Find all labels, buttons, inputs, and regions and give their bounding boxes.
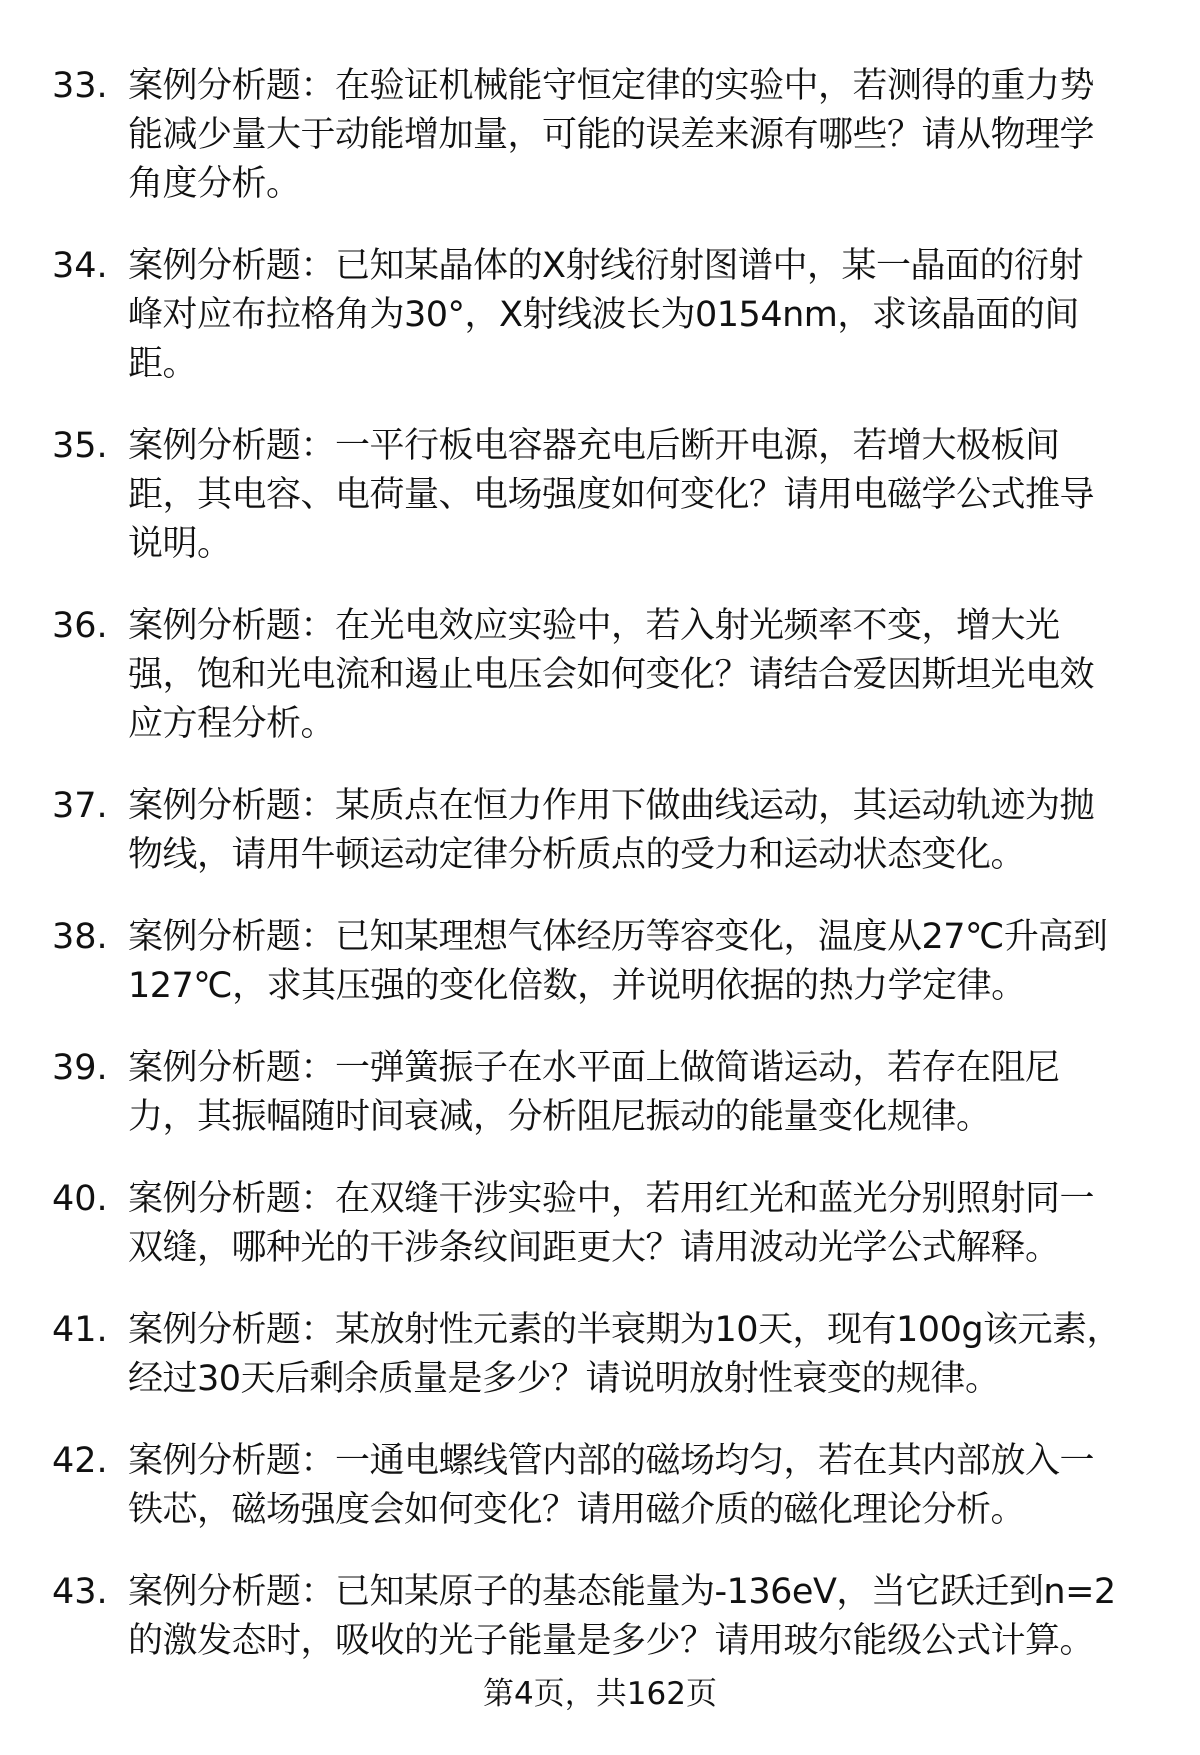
question-item — [0, 782, 1200, 880]
question-text-line: 距，其电容、电荷量、电场强度如何变化？请用电磁学公式推导 — [128, 475, 1095, 515]
question-item — [0, 1044, 1200, 1142]
question-text-line: 案例分析题：已知某理想气体经历等容变化，温度从27℃升高到 — [128, 917, 1108, 957]
question-text-line: 能减少量大于动能增加量，可能的误差来源有哪些？请从物理学 — [128, 115, 1095, 155]
question-text-line: 案例分析题：一平行板电容器充电后断开电源，若增大极板间 — [128, 426, 1060, 466]
question-text — [128, 1306, 1200, 1404]
question-item — [0, 1437, 1200, 1535]
question-number: 42. — [52, 1441, 108, 1481]
question-item — [0, 62, 1200, 209]
question-text-line: 127℃，求其压强的变化倍数，并说明依据的热力学定律。 — [128, 966, 1026, 1006]
question-text-line: 双缝，哪种光的干涉条纹间距更大？请用波动光学公式解释。 — [128, 1228, 1060, 1268]
question-number: 43. — [52, 1572, 108, 1612]
question-item — [0, 913, 1200, 1011]
question-number: 40. — [52, 1179, 108, 1219]
question-text — [128, 602, 1200, 749]
question-text — [128, 1175, 1200, 1273]
question-text-line: 经过30天后剩余质量是多少？请说明放射性衰变的规律。 — [128, 1359, 1000, 1399]
question-text-line: 案例分析题：在双缝干涉实验中，若用红光和蓝光分别照射同一 — [128, 1179, 1095, 1219]
question-text — [128, 242, 1200, 389]
question-text — [128, 62, 1200, 209]
question-number: 34. — [52, 246, 108, 286]
question-text-line: 案例分析题：某质点在恒力作用下做曲线运动，其运动轨迹为抛 — [128, 786, 1095, 826]
question-text — [128, 1568, 1200, 1666]
question-number: 38. — [52, 917, 108, 957]
question-item — [0, 1306, 1200, 1404]
question-text-line: 案例分析题：某放射性元素的半衰期为10天，现有100g该元素， — [128, 1310, 1122, 1350]
question-text-line: 案例分析题：已知某原子的基态能量为-136eV，当它跃迁到n=2 — [128, 1572, 1116, 1612]
question-text-line: 距。 — [128, 344, 198, 384]
question-text-line: 的激发态时，吸收的光子能量是多少？请用玻尔能级公式计算。 — [128, 1621, 1095, 1661]
question-text-line: 角度分析。 — [128, 164, 301, 204]
question-item — [0, 422, 1200, 569]
question-number: 35. — [52, 426, 108, 466]
page-number: 第4页，共162页 — [483, 1676, 717, 1712]
question-text-line: 案例分析题：在验证机械能守恒定律的实验中，若测得的重力势 — [128, 66, 1095, 106]
question-item — [0, 1568, 1200, 1666]
question-number: 41. — [52, 1310, 108, 1350]
question-text — [128, 1437, 1200, 1535]
question-number: 33. — [52, 66, 108, 106]
question-text-line: 力，其振幅随时间衰减，分析阻尼振动的能量变化规律。 — [128, 1097, 991, 1137]
question-text-line: 铁芯，磁场强度会如何变化？请用磁介质的磁化理论分析。 — [128, 1490, 1026, 1530]
question-text-line: 峰对应布拉格角为30°，X射线波长为0154nm，求该晶面的间 — [128, 295, 1079, 335]
question-text — [128, 1044, 1200, 1142]
question-text-line: 案例分析题：已知某晶体的X射线衍射图谱中，某一晶面的衍射 — [128, 246, 1083, 286]
question-item — [0, 242, 1200, 389]
question-text-line: 说明。 — [128, 524, 232, 564]
question-number: 37. — [52, 786, 108, 826]
question-text-line: 案例分析题：在光电效应实验中，若入射光频率不变，增大光 — [128, 606, 1060, 646]
question-text-line: 案例分析题：一通电螺线管内部的磁场均匀，若在其内部放入一 — [128, 1441, 1095, 1481]
question-text — [128, 782, 1200, 880]
question-text-line: 案例分析题：一弹簧振子在水平面上做简谐运动，若存在阻尼 — [128, 1048, 1060, 1088]
question-text-line: 应方程分析。 — [128, 704, 336, 744]
question-number: 36. — [52, 606, 108, 646]
question-text — [128, 913, 1200, 1011]
question-text — [128, 422, 1200, 569]
question-number: 39. — [52, 1048, 108, 1088]
question-text-line: 强，饱和光电流和遏止电压会如何变化？请结合爱因斯坦光电效 — [128, 655, 1095, 695]
question-item — [0, 1175, 1200, 1273]
question-list — [0, 62, 1200, 1699]
question-text-line: 物线，请用牛顿运动定律分析质点的受力和运动状态变化。 — [128, 835, 1026, 875]
question-item — [0, 602, 1200, 749]
